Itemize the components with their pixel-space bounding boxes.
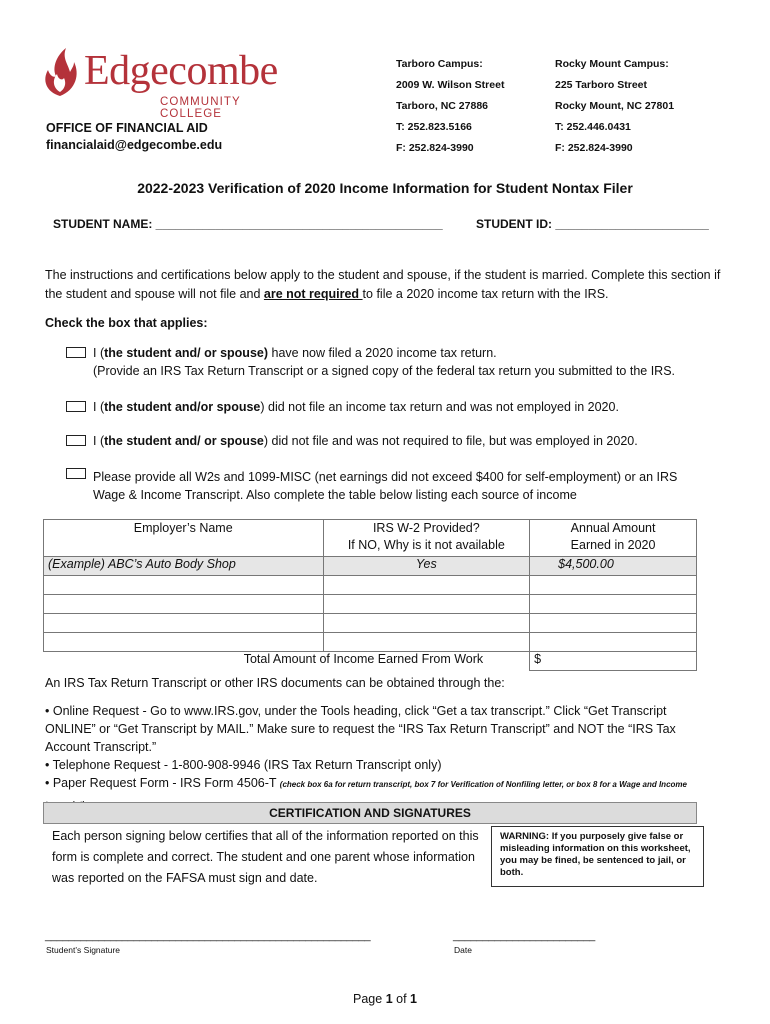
instructions-emphasis: are not required bbox=[263, 287, 363, 301]
header-amount-line2: Earned in 2020 bbox=[570, 538, 656, 552]
option-employed bbox=[93, 432, 638, 450]
signature-label: Student’s Signature bbox=[46, 945, 121, 955]
instructions-part1: The instructions and certifications below apply to the student and spouse, if the student is married. Complete this section if the student and spouse will not file and bbox=[45, 268, 721, 301]
table-row[interactable] bbox=[44, 614, 697, 633]
irs-options bbox=[45, 702, 715, 814]
tarboro-campus bbox=[396, 54, 504, 159]
header-employer: Employer’s Name bbox=[44, 520, 324, 557]
office-title: OFFICE OF FINANCIAL AID bbox=[46, 121, 208, 135]
total-label: Total Amount of Income Earned From Work bbox=[44, 652, 530, 671]
page-word: Page bbox=[353, 992, 386, 1006]
total-amount[interactable]: $ bbox=[530, 652, 697, 671]
logo-name: Edgecombe bbox=[84, 48, 278, 94]
rocky-mount-fax: F: 252.824-3990 bbox=[555, 142, 633, 154]
office-email: financialaid@edgecombe.edu bbox=[46, 138, 223, 152]
logo-subtitle: COMMUNITY COLLEGE bbox=[160, 96, 241, 120]
instructions-part2: to file a 2020 income tax return with the IRS. bbox=[362, 287, 609, 301]
example-w2: Yes bbox=[323, 557, 530, 576]
irs-heading: An IRS Tax Return Transcript or other IRS documents can be obtained through the: bbox=[45, 676, 505, 690]
option-filed bbox=[93, 344, 675, 380]
irs-online: • Online Request - Go to www.IRS.gov, under the Tools heading, click “Get a tax transcript.” Click “Get Transcript ONLINE” or “Get Transcript by MAIL.” Make sure to request the “IRS Tax Return Transcript” and NOT the “IRS Tax Account Transcript.” bbox=[45, 704, 676, 754]
rocky-mount-city: Rocky Mount, NC 27801 bbox=[555, 100, 675, 112]
page-current: 1 bbox=[385, 992, 393, 1006]
student-id-field[interactable]: STUDENT ID: _______________________ bbox=[476, 217, 709, 231]
irs-paper-note: (check box 6a for return transcript, box 7 for Verification of Nonfiling letter, or box 8 for a Wage and Income bbox=[279, 780, 687, 789]
tarboro-street: 2009 W. Wilson Street bbox=[396, 79, 505, 91]
certification-text: Each person signing below certifies that all of the information reported on this form is complete and correct. The student and one parent whose information was reported on the FAFSA must sign and date. bbox=[52, 829, 479, 885]
header-amount bbox=[530, 520, 697, 557]
header-w2-line1: IRS W-2 Provided? bbox=[372, 521, 480, 535]
option-note: Wage & Income Transcript. Also complete the table below listing each source of income bbox=[93, 488, 577, 502]
rocky-mount-campus bbox=[555, 54, 674, 159]
college-logo bbox=[40, 42, 280, 120]
table-header-row bbox=[44, 520, 697, 557]
office-info bbox=[46, 120, 222, 154]
irs-paper-text: • Paper Request Form - IRS Form 4506-T bbox=[45, 776, 280, 790]
option-text: Please provide all W2s and 1099-MISC (net earnings did not exceed $400 for self-employment) or an IRS bbox=[93, 470, 678, 484]
instructions bbox=[45, 266, 725, 304]
option-text: ) did not file and was not required to file, but was employed in 2020. bbox=[263, 434, 638, 448]
tarboro-fax: F: 252.824-3990 bbox=[396, 142, 474, 154]
tarboro-city: Tarboro, NC 27886 bbox=[396, 100, 489, 112]
student-name-field[interactable]: STUDENT NAME: ___________________________________________ bbox=[53, 217, 443, 231]
check-heading: Check the box that applies: bbox=[45, 316, 208, 330]
income-table bbox=[43, 519, 697, 671]
option-text: ) did not file an income tax return and was not employed in 2020. bbox=[260, 400, 619, 414]
rocky-mount-phone: T: 252.446.0431 bbox=[555, 121, 631, 133]
option-text: I ( bbox=[93, 400, 105, 414]
rocky-mount-street: 225 Tarboro Street bbox=[555, 79, 648, 91]
table-row[interactable] bbox=[44, 595, 697, 614]
certification-heading: CERTIFICATION AND SIGNATURES bbox=[43, 802, 697, 824]
tarboro-heading: Tarboro Campus: bbox=[396, 58, 483, 70]
example-amount: $4,500.00 bbox=[530, 557, 697, 576]
date-line[interactable]: ________________________ bbox=[453, 930, 596, 942]
rocky-mount-heading: Rocky Mount Campus: bbox=[555, 58, 669, 70]
option-text: I ( bbox=[93, 434, 105, 448]
page-number bbox=[0, 992, 770, 1006]
table-total-row bbox=[44, 652, 697, 671]
option-text: have now filed a 2020 income tax return. bbox=[268, 346, 497, 360]
table-row-example bbox=[44, 557, 697, 576]
irs-phone: • Telephone Request - 1-800-908-9946 (IRS Tax Return Transcript only) bbox=[45, 758, 442, 772]
option-note: (Provide an IRS Tax Return Transcript or a signed copy of the federal tax return you submitted to the IRS. bbox=[93, 364, 676, 378]
form-title: 2022-2023 Verification of 2020 Income Information for Student Nontax Filer bbox=[137, 180, 633, 196]
checkbox-employed[interactable] bbox=[66, 435, 86, 446]
option-bold: the student and/or spouse bbox=[104, 400, 261, 414]
header-w2-line2: If NO, Why is it not available bbox=[347, 538, 505, 552]
checkbox-not-employed[interactable] bbox=[66, 401, 86, 412]
tarboro-phone: T: 252.823.5166 bbox=[396, 121, 472, 133]
signature-line[interactable]: _______________________________________________________ bbox=[45, 930, 371, 942]
option-w2 bbox=[93, 468, 677, 504]
header-amount-line1: Annual Amount bbox=[570, 521, 656, 535]
page-of: of bbox=[392, 992, 411, 1006]
flame-icon bbox=[40, 46, 80, 98]
table-row[interactable] bbox=[44, 633, 697, 652]
option-not-employed bbox=[93, 398, 619, 416]
option-bold: the student and/ or spouse) bbox=[104, 346, 269, 360]
option-bold: the student and/ or spouse bbox=[104, 434, 264, 448]
date-label: Date bbox=[454, 945, 472, 955]
checkbox-w2[interactable] bbox=[66, 468, 86, 479]
checkbox-filed[interactable] bbox=[66, 347, 86, 358]
table-row[interactable] bbox=[44, 576, 697, 595]
header-w2 bbox=[323, 520, 530, 557]
example-employer: (Example) ABC’s Auto Body Shop bbox=[44, 557, 324, 576]
page-total: 1 bbox=[410, 992, 417, 1006]
warning-box: WARNING: If you purposely give false or misleading information on this worksheet, you may be fined, be sentenced to jail, or both. bbox=[491, 826, 704, 887]
option-text: I ( bbox=[93, 346, 105, 360]
